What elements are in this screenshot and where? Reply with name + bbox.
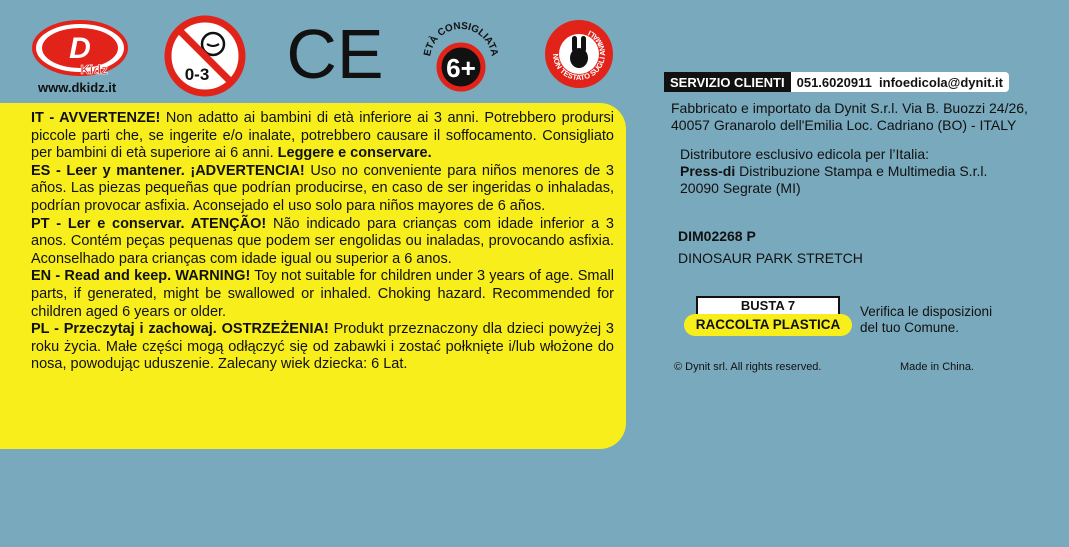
brand-url: www.dkidz.it — [38, 80, 117, 95]
warning-pl — [31, 321, 614, 374]
dkidz-logo-letter: D — [69, 32, 91, 65]
made-in-label: Made in China. — [900, 361, 974, 373]
customer-service-bar — [664, 72, 1009, 92]
customer-service-label: SERVIZIO CLIENTI — [664, 72, 791, 92]
age-restriction-icon — [163, 14, 247, 98]
recommended-age-badge — [416, 12, 506, 102]
customer-service-contact — [791, 72, 1009, 92]
warning-es-text: Uso no conveniente para niños menores de 3 años. Las piezas pequeñas que podrían producirse, en caso de ser ingeridas o inhaladas, podrían provocar asfixia. Aconsejado el uso solo para niños mayores de 6 años. — [31, 162, 614, 214]
not-tested-caption: NON TESTATO SUGLI ANIMALI — [550, 28, 608, 83]
recycling-busta-label: BUSTA 7 — [696, 296, 840, 314]
warning-it — [31, 110, 614, 163]
warning-pt — [31, 216, 614, 269]
warning-pt-title: PT - Ler e conservar. ATENÇÃO! — [31, 215, 267, 232]
recycling-note-line-1: Verifica le disposizioni — [860, 304, 993, 319]
warning-en-title: EN - Read and keep. WARNING! — [31, 268, 251, 285]
warning-pt-text: Não indicado para crianças com idade inferior a 3 anos. Contém peças pequenas que podem ser engolidas ou inaladas, provocando asfixia. Aconselhado para crianças com idade igual ou superior a 6 anos. — [31, 215, 614, 267]
recycling-note — [860, 304, 992, 336]
distributor-line-2 — [680, 163, 987, 180]
ce-mark-text: CE — [286, 15, 384, 93]
warning-es — [31, 163, 614, 216]
warning-es-title: ES - Leer y mantener. ¡ADVERTENCIA! — [31, 162, 305, 179]
recycling-note-line-2: del tuo Comune. — [860, 320, 960, 335]
warning-pl-text: Produkt przeznaczony dla dzieci powyżej 3 roku życia. Małe części mogą odłączyć się od zabawki i zostać połknięte i/lub włożone do nosa, powodując uduszenie. Zalecany wiek dziecka: 6 Lat. — [31, 321, 614, 373]
customer-service-phone[interactable]: 051.6020911 — [796, 74, 872, 90]
manufacturer-info — [671, 100, 1028, 134]
manufacturer-line-2: 40057 Granarolo dell'Emilia Loc. Cadriano (BO) - ITALY — [671, 117, 1017, 133]
age-badge-value: 6+ — [446, 53, 476, 83]
recycling-collection-label: RACCOLTA PLASTICA — [684, 314, 852, 336]
ce-mark-icon — [286, 15, 384, 93]
warning-it-title: IT - AVVERTENZE! — [31, 110, 161, 126]
not-tested-on-animals-icon — [543, 18, 615, 90]
distributor-line-1: Distributore esclusivo edicola per l’Italia: — [680, 146, 929, 162]
distributor-company: Distribuzione Stampa e Multimedia S.r.l. — [735, 163, 988, 179]
dkidz-logo-sub: Kidz — [80, 62, 108, 77]
age-badge-caption: ETÀ CONSIGLIATA — [422, 20, 500, 58]
safety-warnings-box — [0, 103, 626, 449]
customer-service-email[interactable]: infoedicola@dynit.it — [879, 74, 1003, 90]
distributor-line-3: 20090 Segrate (MI) — [680, 180, 801, 196]
warning-en — [31, 268, 614, 321]
recycling-badge — [684, 296, 852, 336]
warning-it-end: Leggere e conservare. — [277, 145, 432, 162]
product-name: DINOSAUR PARK STRETCH — [678, 250, 863, 266]
warning-pl-title: PL - Przeczytaj i zachowaj. OSTRZEŻENIA! — [31, 321, 329, 338]
manufacturer-line-1: Fabbricato e importato da Dynit S.r.l. Via B. Buozzi 24/26, — [671, 100, 1028, 116]
copyright-notice: © Dynit srl. All rights reserved. — [674, 361, 822, 373]
product-code: DIM02268 P — [678, 228, 756, 244]
warning-it-text: Non adatto ai bambini di età inferiore ai 3 anni. Potrebbero prodursi piccole parti che, se ingerite e/o inalate, potrebbero causare il soffocamento. Consigliato per bambini di età superiore ai 6 anni. — [31, 110, 614, 162]
distributor-name: Press-di — [680, 163, 736, 179]
age-restriction-label: 0-3 — [184, 65, 210, 84]
distributor-info — [680, 146, 987, 197]
warning-en-text: Toy not suitable for children under 3 years of age. Small parts, if generated, might be swallowed or inhaled. Choking hazard. Recommended for children aged 6 years or older. — [31, 268, 614, 320]
